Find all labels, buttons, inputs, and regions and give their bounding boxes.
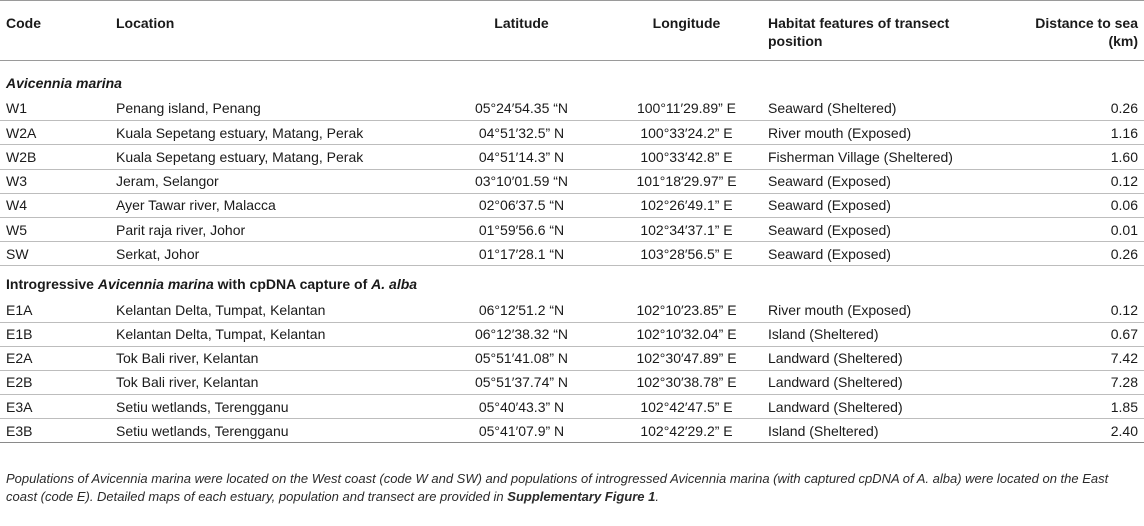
table-row: [0, 242, 1144, 266]
header-distance: Distance to sea (km): [1012, 1, 1144, 61]
cell-code: E3B: [0, 419, 110, 443]
footnote-text: Populations of Avicennia marina were located on the West coast (code W and SW) and populations of introgressed Avicennia marina (with captured cpDNA of A. alba) were located on the East coast (code E). Detailed maps of each estuary, population and transect are provided in: [6, 471, 1109, 504]
header-longitude: Longitude: [610, 1, 762, 61]
table-row: [0, 169, 1144, 193]
cell-habitat: Island (Sheltered): [762, 419, 1012, 443]
footnote-end: .: [655, 489, 659, 504]
cell-code: SW: [0, 242, 110, 266]
cell-latitude: 05°51′37.74” N: [432, 370, 610, 394]
header-row: [0, 1, 1144, 61]
cell-code: E1B: [0, 322, 110, 346]
cell-habitat: Seaward (Sheltered): [762, 97, 1012, 121]
cell-location: Parit raja river, Johor: [110, 217, 432, 241]
cell-distance: 2.40: [1012, 419, 1144, 443]
table-row: [0, 395, 1144, 419]
cell-habitat: Seaward (Exposed): [762, 193, 1012, 217]
group2-title-mid: with cpDNA capture of: [213, 276, 372, 293]
cell-latitude: 01°59′56.6 “N: [432, 217, 610, 241]
cell-longitude: 102°10′32.04” E: [610, 322, 762, 346]
header-code: Code: [0, 1, 110, 61]
cell-longitude: 100°11′29.89” E: [610, 97, 762, 121]
cell-location: Kelantan Delta, Tumpat, Kelantan: [110, 298, 432, 322]
cell-longitude: 102°34′37.1” E: [610, 217, 762, 241]
cell-code: W2A: [0, 121, 110, 145]
header-habitat: Habitat features of transect position: [762, 1, 1012, 61]
cell-code: E1A: [0, 298, 110, 322]
cell-latitude: 04°51′32.5” N: [432, 121, 610, 145]
cell-habitat: Island (Sheltered): [762, 322, 1012, 346]
header-latitude: Latitude: [432, 1, 610, 61]
group1-title: Avicennia marina: [6, 74, 122, 91]
cell-distance: 0.01: [1012, 217, 1144, 241]
cell-distance: 1.16: [1012, 121, 1144, 145]
cell-distance: 0.26: [1012, 242, 1144, 266]
cell-distance: 0.12: [1012, 298, 1144, 322]
cell-location: Kelantan Delta, Tumpat, Kelantan: [110, 322, 432, 346]
cell-longitude: 102°30′47.89” E: [610, 346, 762, 370]
cell-distance: 1.60: [1012, 145, 1144, 169]
cell-latitude: 06°12′51.2 “N: [432, 298, 610, 322]
cell-longitude: 102°26′49.1” E: [610, 193, 762, 217]
cell-latitude: 02°06′37.5 “N: [432, 193, 610, 217]
cell-distance: 0.67: [1012, 322, 1144, 346]
cell-longitude: 100°33′42.8” E: [610, 145, 762, 169]
cell-longitude: 102°30′38.78” E: [610, 370, 762, 394]
cell-latitude: 05°51′41.08” N: [432, 346, 610, 370]
cell-code: W3: [0, 169, 110, 193]
cell-habitat: Seaward (Exposed): [762, 169, 1012, 193]
table-row: [0, 193, 1144, 217]
table-row: [0, 419, 1144, 443]
cell-longitude: 102°42′29.2” E: [610, 419, 762, 443]
group2-title-pre: Introgressive: [6, 276, 98, 293]
cell-habitat: Landward (Sheltered): [762, 395, 1012, 419]
cell-longitude: 101°18′29.97” E: [610, 169, 762, 193]
footnote-link[interactable]: Supplementary Figure 1: [507, 489, 656, 504]
cell-habitat: Landward (Sheltered): [762, 370, 1012, 394]
cell-longitude: 100°33′24.2” E: [610, 121, 762, 145]
cell-latitude: 05°24′54.35 “N: [432, 97, 610, 121]
cell-distance: 7.42: [1012, 346, 1144, 370]
cell-longitude: 102°42′47.5” E: [610, 395, 762, 419]
cell-code: W1: [0, 97, 110, 121]
group2-title-alba: A. alba: [371, 276, 418, 293]
cell-code: W5: [0, 217, 110, 241]
cell-location: Penang island, Penang: [110, 97, 432, 121]
cell-distance: 0.06: [1012, 193, 1144, 217]
cell-code: E3A: [0, 395, 110, 419]
table-row: [0, 346, 1144, 370]
cell-longitude: 102°10′23.85” E: [610, 298, 762, 322]
cell-longitude: 103°28′56.5” E: [610, 242, 762, 266]
cell-location: Tok Bali river, Kelantan: [110, 370, 432, 394]
group2-title-species: Avicennia marina: [97, 276, 214, 293]
group-header-avicennia-marina: [0, 61, 1144, 97]
table-row: [0, 322, 1144, 346]
cell-location: Tok Bali river, Kelantan: [110, 346, 432, 370]
cell-habitat: River mouth (Exposed): [762, 121, 1012, 145]
cell-code: W4: [0, 193, 110, 217]
cell-code: E2B: [0, 370, 110, 394]
cell-latitude: 06°12′38.32 “N: [432, 322, 610, 346]
table-row: [0, 370, 1144, 394]
cell-habitat: Fisherman Village (Sheltered): [762, 145, 1012, 169]
cell-code: W2B: [0, 145, 110, 169]
table-footnote: [6, 470, 1136, 506]
table-row: [0, 97, 1144, 121]
group-header-introgressive: [0, 266, 1144, 298]
cell-location: Setiu wetlands, Terengganu: [110, 395, 432, 419]
cell-distance: 1.85: [1012, 395, 1144, 419]
cell-distance: 0.26: [1012, 97, 1144, 121]
cell-location: Serkat, Johor: [110, 242, 432, 266]
cell-location: Kuala Sepetang estuary, Matang, Perak: [110, 145, 432, 169]
cell-location: Jeram, Selangor: [110, 169, 432, 193]
header-location: Location: [110, 1, 432, 61]
table-row: [0, 217, 1144, 241]
cell-habitat: Seaward (Exposed): [762, 217, 1012, 241]
cell-location: Ayer Tawar river, Malacca: [110, 193, 432, 217]
table-row: [0, 145, 1144, 169]
cell-latitude: 05°40′43.3” N: [432, 395, 610, 419]
cell-latitude: 05°41′07.9” N: [432, 419, 610, 443]
cell-habitat: River mouth (Exposed): [762, 298, 1012, 322]
cell-location: Setiu wetlands, Terengganu: [110, 419, 432, 443]
cell-distance: 7.28: [1012, 370, 1144, 394]
cell-latitude: 01°17′28.1 “N: [432, 242, 610, 266]
table-row: [0, 298, 1144, 322]
cell-latitude: 03°10′01.59 “N: [432, 169, 610, 193]
cell-distance: 0.12: [1012, 169, 1144, 193]
cell-code: E2A: [0, 346, 110, 370]
cell-habitat: Seaward (Exposed): [762, 242, 1012, 266]
cell-latitude: 04°51′14.3” N: [432, 145, 610, 169]
cell-location: Kuala Sepetang estuary, Matang, Perak: [110, 121, 432, 145]
cell-habitat: Landward (Sheltered): [762, 346, 1012, 370]
table-row: [0, 121, 1144, 145]
